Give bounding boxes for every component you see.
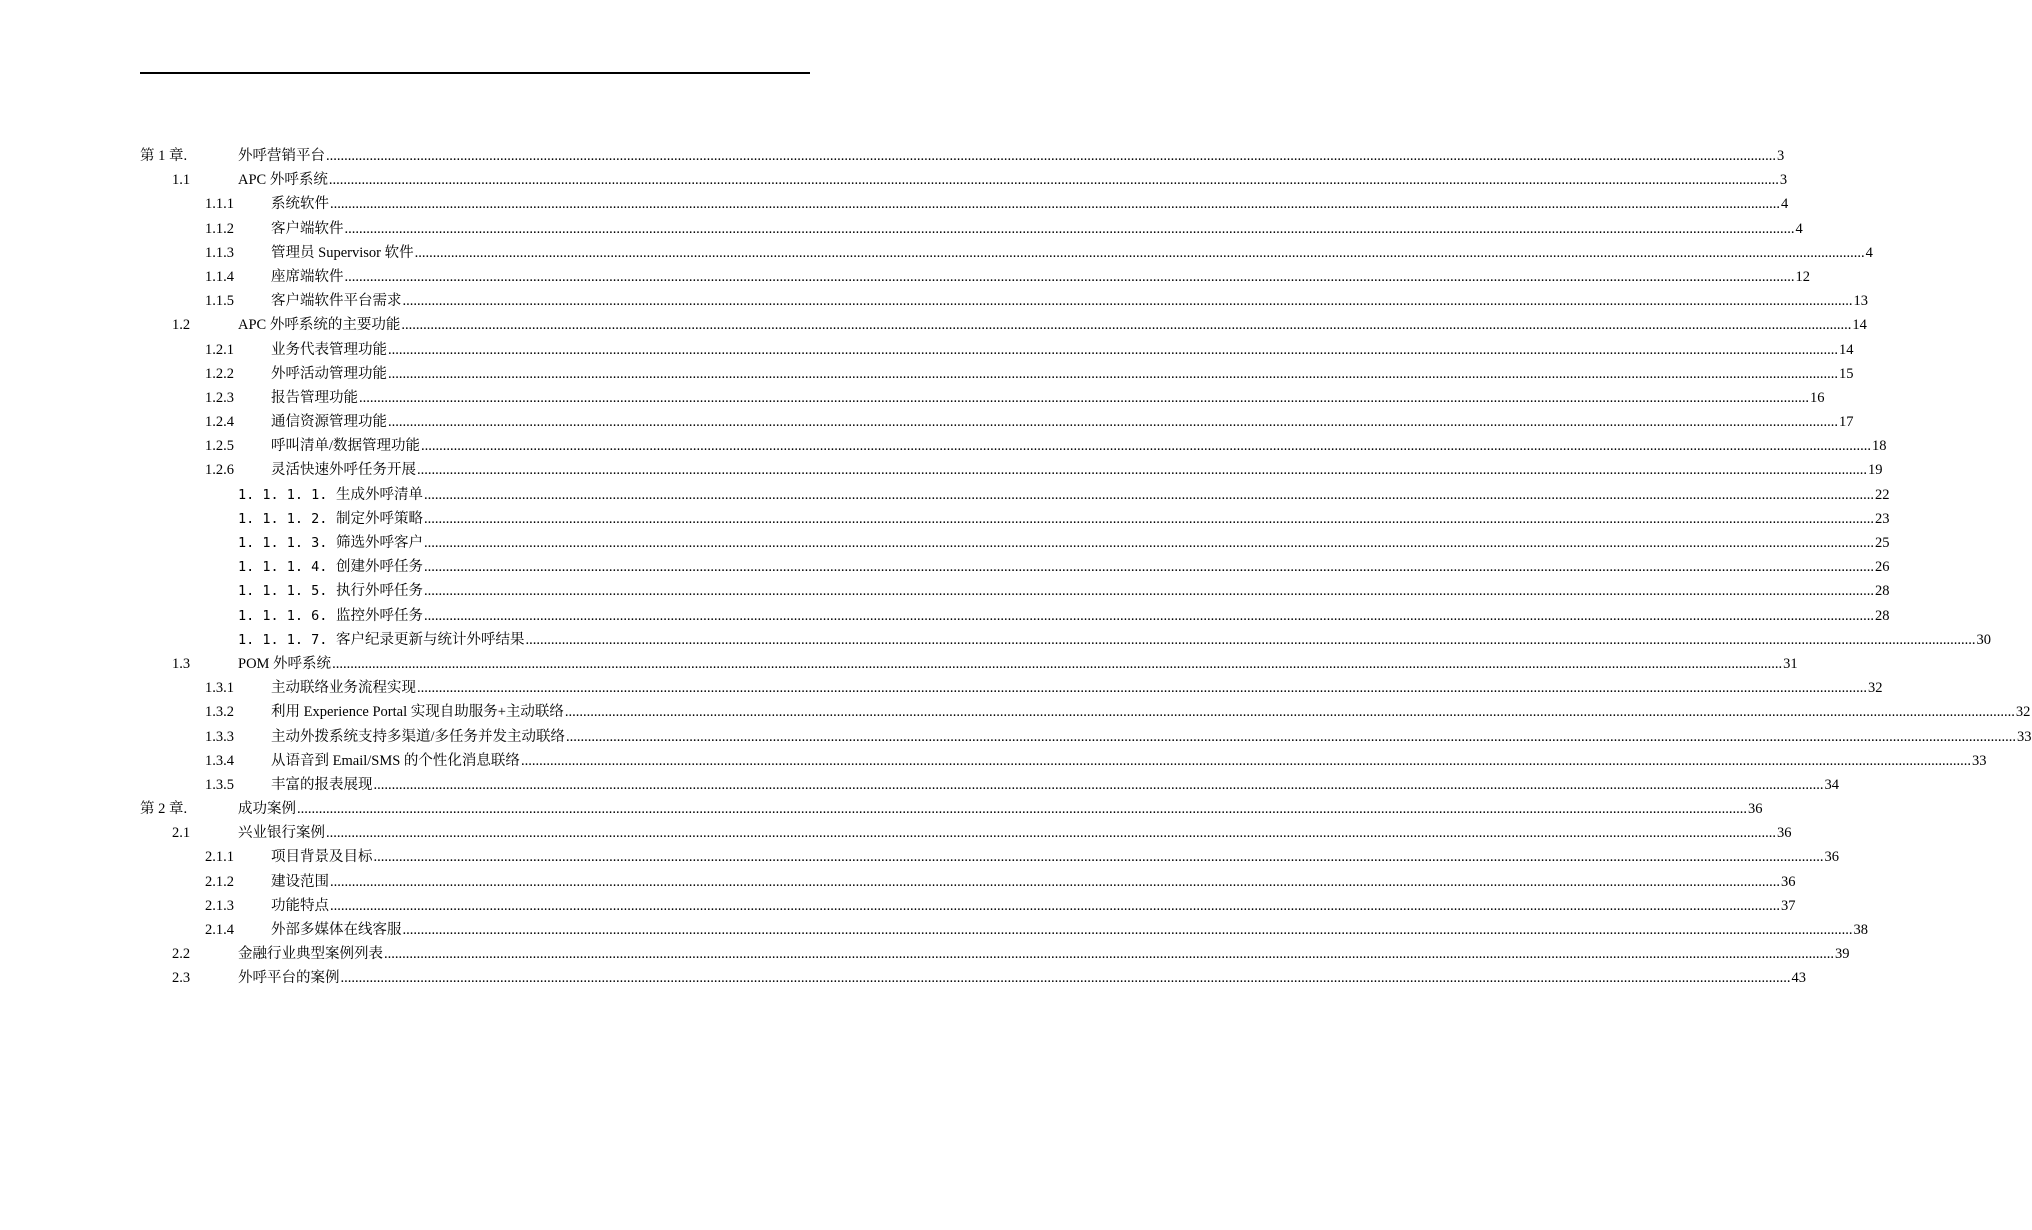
toc-entry-number: 1. 1. 1. 7. bbox=[238, 631, 328, 648]
toc-entry-number: 1.2.1 bbox=[205, 341, 234, 358]
dot-leader: ................................................................................................................................................................................................................................................................................................................................................................................................................ bbox=[424, 535, 1874, 551]
toc-entry-leader-line bbox=[336, 531, 1890, 555]
toc-entry-number: 1.1.5 bbox=[205, 293, 234, 310]
toc-entry-number: 2.1.4 bbox=[205, 922, 234, 938]
toc-entry[interactable] bbox=[140, 894, 1796, 918]
toc-entry-number: 1. 1. 1. 4. bbox=[238, 559, 328, 576]
toc-entry[interactable] bbox=[140, 507, 1890, 531]
dot-leader: ................................................................................................................................................................................................................................................................................................................................................................................................................ bbox=[417, 462, 1867, 479]
toc-entry[interactable] bbox=[140, 458, 1883, 482]
toc-entry-number: 1.2.5 bbox=[205, 438, 234, 455]
toc-entry-title: 制定外呼策略 bbox=[336, 510, 423, 527]
toc-entry-number: 1.2 bbox=[172, 317, 191, 334]
toc-entry-page-number: 15 bbox=[1839, 365, 1854, 382]
dot-leader: ................................................................................................................................................................................................................................................................................................................................................................................................................ bbox=[326, 825, 1776, 842]
toc-entry-page-number: 43 bbox=[1791, 970, 1806, 987]
toc-entry-page-number: 3 bbox=[1779, 172, 1788, 189]
toc-entry-title: 外呼活动管理功能 bbox=[271, 365, 387, 382]
toc-entry-page-number: 16 bbox=[1810, 389, 1825, 406]
dot-leader: ................................................................................................................................................................................................................................................................................................................................................................................................................ bbox=[402, 293, 1853, 310]
toc-entry-page-number: 28 bbox=[1875, 607, 1890, 624]
toc-entry-title: APC 外呼系统 bbox=[238, 172, 328, 189]
toc-entry[interactable] bbox=[140, 483, 1890, 507]
toc-entry-number: 2.1 bbox=[172, 825, 191, 842]
dot-leader: ................................................................................................................................................................................................................................................................................................................................................................................................................ bbox=[344, 268, 1795, 285]
toc-entry[interactable] bbox=[140, 652, 1798, 676]
toc-entry-number: 1.2.6 bbox=[205, 462, 234, 479]
dot-leader: ................................................................................................................................................................................................................................................................................................................................................................................................................ bbox=[373, 776, 1824, 793]
toc-entry-number: 1.3.4 bbox=[205, 752, 234, 769]
toc-entry-title: 客户纪录更新与统计外呼结果 bbox=[336, 631, 525, 648]
toc-entry-leader-line bbox=[238, 966, 1806, 990]
dot-leader: ................................................................................................................................................................................................................................................................................................................................................................................................................ bbox=[525, 631, 1976, 648]
toc-entry-leader-line bbox=[271, 894, 1796, 918]
toc-entry[interactable] bbox=[140, 700, 2031, 724]
toc-entry-page-number: 17 bbox=[1839, 414, 1854, 431]
toc-entry[interactable] bbox=[140, 749, 1987, 773]
toc-entry-title: 兴业银行案例 bbox=[238, 825, 325, 842]
toc-entry-page-number: 38 bbox=[1853, 922, 1868, 938]
toc-entry-title: 创建外呼任务 bbox=[336, 559, 423, 576]
toc-entry-number: 1.1.4 bbox=[205, 268, 234, 285]
dot-leader: ................................................................................................................................................................................................................................................................................................................................................................................................................ bbox=[388, 365, 1838, 382]
toc-entry-leader-line bbox=[271, 434, 1887, 458]
dot-leader: ................................................................................................................................................................................................................................................................................................................................................................................................................ bbox=[424, 486, 1874, 503]
toc-entry-number: 第 2 章. bbox=[140, 801, 188, 818]
toc-entry[interactable] bbox=[140, 410, 1854, 434]
toc-entry[interactable] bbox=[140, 918, 1868, 942]
toc-entry-title: 从语音到 Email/SMS 的个性化消息联络 bbox=[271, 752, 520, 769]
toc-entry-number: 1.3.2 bbox=[205, 704, 234, 721]
toc-entry-page-number: 25 bbox=[1875, 535, 1890, 551]
toc-entry-page-number: 33 bbox=[2017, 728, 2032, 745]
toc-entry[interactable] bbox=[140, 217, 1803, 241]
toc-entry-title: 报告管理功能 bbox=[271, 389, 358, 406]
toc-entry-leader-line bbox=[336, 483, 1890, 507]
dot-leader: ................................................................................................................................................................................................................................................................................................................................................................................................................ bbox=[326, 148, 1776, 164]
toc-entry-leader-line bbox=[271, 700, 2031, 724]
toc-entry-number: 1. 1. 1. 3. bbox=[238, 535, 328, 551]
toc-entry-leader-line bbox=[271, 362, 1854, 386]
toc-entry-page-number: 36 bbox=[1748, 801, 1763, 818]
toc-entry-title: 外呼平台的案例 bbox=[238, 970, 340, 987]
toc-entry[interactable] bbox=[140, 676, 1883, 700]
toc-entry[interactable] bbox=[140, 821, 1792, 845]
toc-entry-number: 1. 1. 1. 2. bbox=[238, 510, 328, 527]
toc-entry-leader-line bbox=[271, 386, 1825, 410]
toc-entry-title: 通信资源管理功能 bbox=[271, 414, 387, 431]
toc-entry-title: 主动联络业务流程实现 bbox=[271, 680, 416, 697]
dot-leader: ................................................................................................................................................................................................................................................................................................................................................................................................................ bbox=[359, 389, 1809, 406]
toc-entry-number: 1.1.1 bbox=[205, 196, 234, 213]
dot-leader: ................................................................................................................................................................................................................................................................................................................................................................................................................ bbox=[330, 873, 1780, 890]
toc-entry-page-number: 18 bbox=[1872, 438, 1887, 455]
toc-entry[interactable] bbox=[140, 386, 1825, 410]
toc-entry-title: 金融行业典型案例列表 bbox=[238, 946, 383, 963]
dot-leader: ................................................................................................................................................................................................................................................................................................................................................................................................................ bbox=[417, 680, 1867, 697]
toc-entry-page-number: 33 bbox=[1971, 752, 1987, 769]
toc-entry-title: 利用 Experience Portal 实现自助服务+主动联络 bbox=[271, 704, 564, 721]
dot-leader: ................................................................................................................................................................................................................................................................................................................................................................................................................ bbox=[344, 220, 1795, 237]
header-rule bbox=[140, 72, 810, 74]
toc-entry-number: 1. 1. 1. 1. bbox=[238, 486, 328, 503]
toc-entry-leader-line bbox=[271, 773, 1839, 797]
toc-entry[interactable] bbox=[140, 797, 1763, 821]
toc-entry-leader-line bbox=[238, 797, 1763, 821]
toc-entry-leader-line bbox=[271, 870, 1796, 894]
dot-leader: ................................................................................................................................................................................................................................................................................................................................................................................................................ bbox=[424, 510, 1874, 527]
toc-entry-leader-line bbox=[271, 241, 1873, 265]
dot-leader: ................................................................................................................................................................................................................................................................................................................................................................................................................ bbox=[340, 970, 1791, 987]
toc-entry-page-number: 4 bbox=[1781, 196, 1789, 213]
toc-entry[interactable] bbox=[140, 192, 1789, 216]
dot-leader: ................................................................................................................................................................................................................................................................................................................................................................................................................ bbox=[388, 341, 1838, 358]
toc-entry[interactable] bbox=[140, 241, 1873, 265]
toc-entry-leader-line bbox=[336, 555, 1890, 579]
toc-entry-page-number: 13 bbox=[1853, 293, 1868, 310]
toc-entry-title: 执行外呼任务 bbox=[336, 583, 423, 600]
toc-entry-page-number: 36 bbox=[1824, 849, 1839, 866]
toc-entry-leader-line bbox=[271, 918, 1868, 942]
dot-leader: ................................................................................................................................................................................................................................................................................................................................................................................................................ bbox=[424, 559, 1874, 576]
dot-leader: ................................................................................................................................................................................................................................................................................................................................................................................................................ bbox=[421, 438, 1872, 455]
toc-entry-leader-line bbox=[271, 338, 1854, 362]
toc-entry[interactable] bbox=[140, 942, 1850, 966]
toc-entry-page-number: 22 bbox=[1875, 486, 1890, 503]
toc-entry[interactable] bbox=[140, 773, 1839, 797]
toc-entry-page-number: 3 bbox=[1777, 148, 1785, 164]
dot-leader: ................................................................................................................................................................................................................................................................................................................................................................................................................ bbox=[388, 414, 1838, 431]
dot-leader: ................................................................................................................................................................................................................................................................................................................................................................................................................ bbox=[328, 172, 1779, 189]
toc-entry-leader-line bbox=[238, 942, 1850, 966]
toc-entry[interactable] bbox=[140, 434, 1887, 458]
toc-entry-title: 灵活快速外呼任务开展 bbox=[271, 462, 416, 479]
toc-entry-page-number: 39 bbox=[1835, 946, 1850, 963]
toc-entry-leader-line bbox=[336, 628, 1991, 652]
toc-entry-number: 1.2.4 bbox=[205, 414, 234, 431]
dot-leader: ................................................................................................................................................................................................................................................................................................................................................................................................................ bbox=[401, 317, 1852, 334]
toc-entry-page-number: 4 bbox=[1795, 220, 1803, 237]
toc-entry-number: 2.2 bbox=[172, 946, 191, 963]
toc-entry-page-number: 4 bbox=[1865, 244, 1873, 261]
toc-entry[interactable] bbox=[140, 289, 1868, 313]
toc-entry-page-number: 36 bbox=[1777, 825, 1792, 842]
toc-entry-title: 座席端软件 bbox=[271, 268, 344, 285]
toc-entry-leader-line bbox=[238, 821, 1792, 845]
toc-entry-leader-line bbox=[271, 458, 1883, 482]
toc-entry[interactable] bbox=[140, 338, 1854, 362]
toc-entry[interactable] bbox=[140, 628, 1991, 652]
toc-entry-title: 主动外拨系统支持多渠道/多任务并发主动联络 bbox=[271, 728, 566, 745]
toc-entry[interactable] bbox=[140, 531, 1890, 555]
toc-entry-number: 2.3 bbox=[172, 970, 191, 987]
toc-entry-page-number: 32 bbox=[2015, 704, 2031, 721]
toc-entry-leader-line bbox=[238, 144, 1785, 168]
toc-entry[interactable] bbox=[140, 845, 1839, 869]
toc-entry[interactable] bbox=[140, 725, 2032, 749]
toc-entry-number: 第 1 章. bbox=[140, 148, 188, 164]
toc-entry-leader-line bbox=[271, 289, 1868, 313]
dot-leader: ................................................................................................................................................................................................................................................................................................................................................................................................................ bbox=[424, 583, 1874, 600]
dot-leader: ................................................................................................................................................................................................................................................................................................................................................................................................................ bbox=[424, 607, 1874, 624]
toc-entry-leader-line bbox=[336, 579, 1890, 603]
toc-entry-leader-line bbox=[336, 604, 1890, 628]
toc-entry-page-number: 36 bbox=[1781, 873, 1796, 890]
dot-leader: ................................................................................................................................................................................................................................................................................................................................................................................................................ bbox=[564, 704, 2015, 721]
dot-leader: ................................................................................................................................................................................................................................................................................................................................................................................................................ bbox=[330, 196, 1780, 213]
toc-entry-page-number: 31 bbox=[1783, 655, 1798, 672]
toc-entry-leader-line bbox=[271, 676, 1883, 700]
toc-entry-number: 1.2.2 bbox=[205, 365, 234, 382]
toc-entry-number: 1. 1. 1. 5. bbox=[238, 583, 328, 600]
toc-entry[interactable] bbox=[140, 604, 1890, 628]
toc-entry-leader-line bbox=[238, 168, 1788, 192]
dot-leader: ................................................................................................................................................................................................................................................................................................................................................................................................................ bbox=[520, 752, 1971, 769]
toc-entry-number: 1.3.5 bbox=[205, 776, 234, 793]
toc-entry-title: 呼叫清单/数据管理功能 bbox=[271, 438, 421, 455]
toc-entry-number: 1.3.3 bbox=[205, 728, 234, 745]
toc-entry-title: 生成外呼清单 bbox=[336, 486, 423, 503]
dot-leader: ................................................................................................................................................................................................................................................................................................................................................................................................................ bbox=[384, 946, 1834, 963]
toc-entry-leader-line bbox=[271, 217, 1803, 241]
toc-entry-page-number: 30 bbox=[1976, 631, 1991, 648]
toc-entry-number: 1.1 bbox=[172, 172, 191, 189]
toc-entry-number: 1.3.1 bbox=[205, 680, 234, 697]
toc-entry-leader-line bbox=[271, 192, 1789, 216]
toc-entry-page-number: 34 bbox=[1824, 776, 1839, 793]
toc-entry-title: 客户端软件 bbox=[271, 220, 344, 237]
toc-entry[interactable] bbox=[140, 870, 1796, 894]
toc-entry-number: 2.1.3 bbox=[205, 897, 234, 914]
toc-entry-leader-line bbox=[271, 749, 1987, 773]
toc-entry-number: 1.2.3 bbox=[205, 389, 234, 406]
toc-entry[interactable] bbox=[140, 168, 1788, 192]
toc-entry-title: 外呼营销平台 bbox=[238, 148, 325, 164]
toc-entry[interactable] bbox=[140, 966, 1806, 990]
toc-entry[interactable] bbox=[140, 362, 1854, 386]
toc-entry-page-number: 26 bbox=[1875, 559, 1890, 576]
toc-entry-page-number: 14 bbox=[1839, 341, 1854, 358]
dot-leader: ................................................................................................................................................................................................................................................................................................................................................................................................................ bbox=[414, 244, 1865, 261]
toc-entry-number: 1. 1. 1. 6. bbox=[238, 607, 328, 624]
table-of-contents bbox=[140, 144, 2032, 991]
toc-entry-number: 1.1.2 bbox=[205, 220, 234, 237]
dot-leader: ................................................................................................................................................................................................................................................................................................................................................................................................................ bbox=[332, 655, 1783, 672]
toc-entry-page-number: 32 bbox=[1868, 680, 1883, 697]
toc-entry-leader-line bbox=[271, 845, 1839, 869]
toc-entry-title: 功能特点 bbox=[271, 897, 329, 914]
dot-leader: ................................................................................................................................................................................................................................................................................................................................................................................................................ bbox=[566, 728, 2017, 745]
toc-entry-leader-line bbox=[271, 410, 1854, 434]
toc-entry-leader-line bbox=[238, 313, 1867, 337]
toc-entry-number: 1.3 bbox=[172, 655, 191, 672]
toc-entry-leader-line bbox=[336, 507, 1890, 531]
toc-entry[interactable] bbox=[140, 313, 1867, 337]
toc-entry-title: 业务代表管理功能 bbox=[271, 341, 387, 358]
toc-entry-page-number: 12 bbox=[1795, 268, 1810, 285]
toc-entry-title: 成功案例 bbox=[238, 801, 296, 818]
toc-entry-leader-line bbox=[271, 265, 1810, 289]
toc-entry-number: 1.1.3 bbox=[205, 244, 234, 261]
toc-entry-page-number: 37 bbox=[1781, 897, 1796, 914]
toc-entry-page-number: 28 bbox=[1875, 583, 1890, 600]
toc-entry-page-number: 19 bbox=[1868, 462, 1883, 479]
toc-entry-page-number: 23 bbox=[1875, 510, 1890, 527]
toc-entry-page-number: 14 bbox=[1852, 317, 1867, 334]
toc-entry-title: 客户端软件平台需求 bbox=[271, 293, 402, 310]
dot-leader: ................................................................................................................................................................................................................................................................................................................................................................................................................ bbox=[373, 849, 1824, 866]
toc-entry-title: 建设范围 bbox=[271, 873, 329, 890]
dot-leader: ................................................................................................................................................................................................................................................................................................................................................................................................................ bbox=[402, 922, 1853, 938]
dot-leader: ................................................................................................................................................................................................................................................................................................................................................................................................................ bbox=[330, 897, 1780, 914]
toc-entry-leader-line bbox=[238, 652, 1798, 676]
toc-entry-leader-line bbox=[271, 725, 2032, 749]
toc-entry-title: 外部多媒体在线客服 bbox=[271, 922, 402, 938]
toc-entry[interactable] bbox=[140, 579, 1890, 603]
toc-entry-number: 2.1.2 bbox=[205, 873, 234, 890]
toc-entry-title: 系统软件 bbox=[271, 196, 329, 213]
toc-entry[interactable] bbox=[140, 555, 1890, 579]
toc-entry-title: 监控外呼任务 bbox=[336, 607, 423, 624]
toc-entry-title: APC 外呼系统的主要功能 bbox=[238, 317, 401, 334]
toc-entry[interactable] bbox=[140, 144, 1785, 168]
toc-entry-title: 筛选外呼客户 bbox=[336, 535, 423, 551]
toc-entry-number: 2.1.1 bbox=[205, 849, 234, 866]
toc-entry-title: POM 外呼系统 bbox=[238, 655, 332, 672]
toc-entry-title: 管理员 Supervisor 软件 bbox=[271, 244, 414, 261]
toc-entry-title: 项目背景及目标 bbox=[271, 849, 373, 866]
toc-entry[interactable] bbox=[140, 265, 1810, 289]
toc-entry-title: 丰富的报表展现 bbox=[271, 776, 373, 793]
dot-leader: ................................................................................................................................................................................................................................................................................................................................................................................................................ bbox=[297, 801, 1747, 818]
